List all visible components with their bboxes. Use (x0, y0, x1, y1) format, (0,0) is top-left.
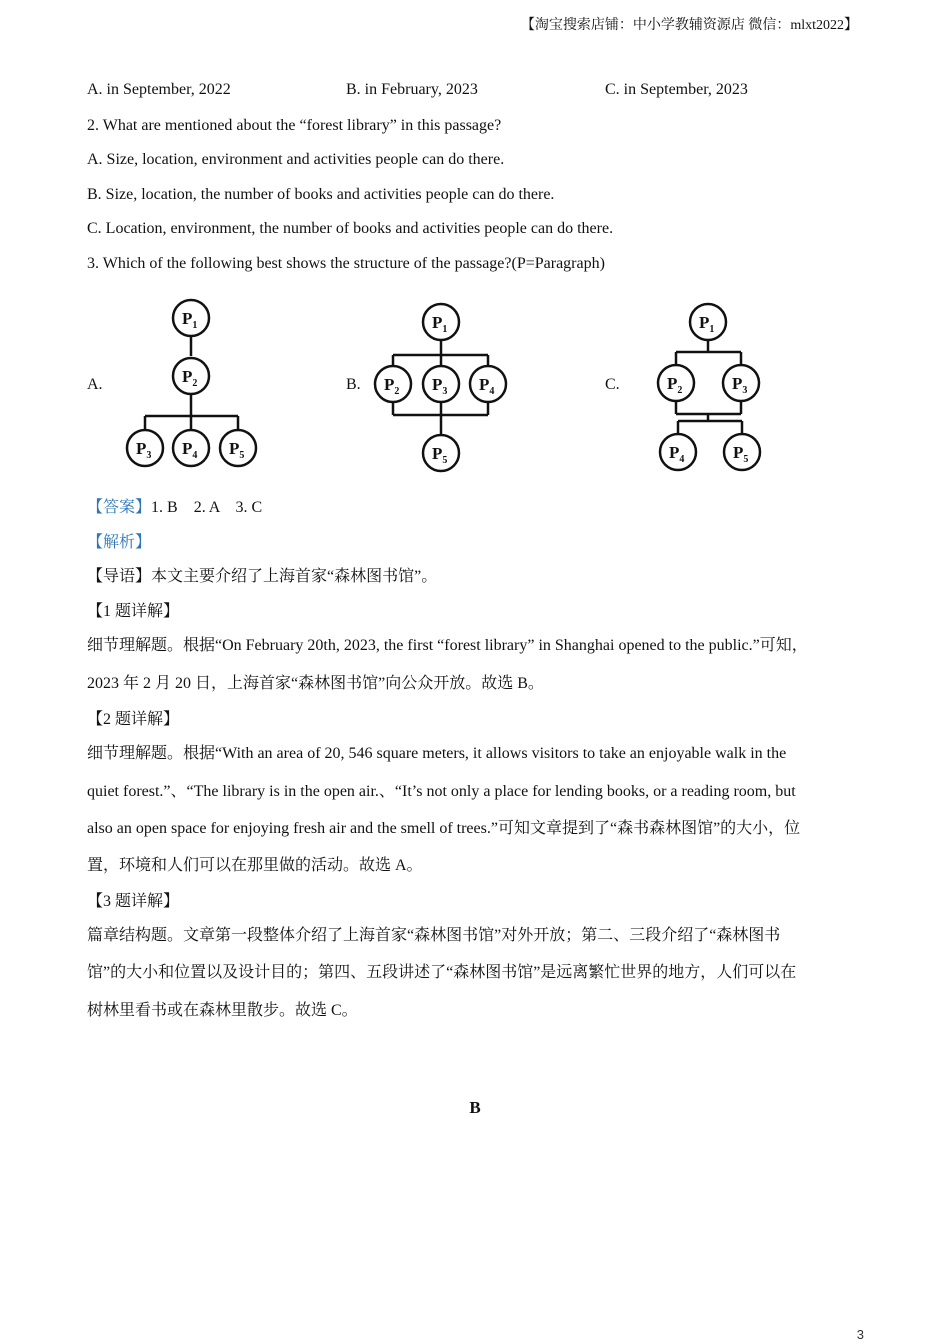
q2-detail-line-4: 置，环境和人们可以在那里做的活动。故选 A。 (87, 857, 423, 874)
q1-option-a: A. in September, 2022 (87, 81, 231, 98)
q2-detail-line-3: also an open space for enjoying fresh air and the smell of trees.”可知文章提到了“森书森林图馆”的大小，位 (87, 820, 801, 837)
diagram-b (368, 300, 518, 480)
q3-question: 3. Which of the following best shows the structure of the passage?(P=Paragraph) (87, 255, 605, 272)
q3-detail-line-1: 篇章结构题。文章第一段整体介绍了上海首家“森林图书馆”对外开放；第二、三段介绍了“森林图书 (87, 927, 781, 944)
svg-text:P2: $P_2$ (384, 375, 400, 397)
diagram-a (120, 296, 270, 476)
svg-text:P1: $P_1$ (699, 313, 715, 335)
q2-detail-line-1: 细节理解题。根据“With an area of 20, 546 square meters, it allows visitors to take an enjoyable walk in the (87, 745, 787, 762)
q1-detail-title: 【1 题详解】 (87, 603, 180, 620)
answer-line (87, 498, 262, 518)
answer-tag: 【答案】 (87, 499, 152, 516)
page-number: 3 (856, 1327, 864, 1342)
analysis-intro: 【导语】本文主要介绍了上海首家“森林图书馆”。 (87, 568, 438, 585)
q2-question: 2. What are mentioned about the “forest library” in this passage? (87, 117, 502, 134)
q3-detail-line-2: 馆”的大小和位置以及设计目的；第四、五段讲述了“森林图书馆”是远离繁忙世界的地方，人们可以在 (87, 964, 797, 981)
section-title: B (469, 1098, 481, 1117)
svg-text:P2: $P_2$ (667, 374, 683, 396)
q2-detail-line-2: quiet forest.”、“The library is in the open air.、“It’s not only a place for lending books, or a reading room, but (87, 783, 796, 800)
diagram-b-label: B. (346, 376, 361, 393)
q2-option-c: C. Location, environment, the number of books and activities people can do there. (87, 220, 614, 237)
diagram-c-label: C. (605, 376, 620, 393)
q1-option-c: C. in September, 2023 (605, 81, 748, 98)
q2-option-b: B. Size, location, the number of books and activities people can do there. (87, 186, 555, 203)
q3-detail-line-3: 树林里看书或在森林里散步。故选 C。 (87, 1002, 358, 1019)
q2-option-a: A. Size, location, environment and activities people can do there. (87, 151, 505, 168)
header-watermark: 【淘宝搜索店铺：中小学教辅资源店 微信：mlxt2022】 (520, 18, 858, 33)
q1-detail-line-1: 细节理解题。根据“On February 20th, 2023, the first “forest library” in Shanghai opened to the public.”可知， (87, 637, 808, 654)
answer-text: 1. B 2. A 3. C (151, 499, 263, 516)
svg-text:P5: $P_5$ (432, 444, 448, 466)
svg-text:P1: $P_1$ (432, 313, 448, 335)
svg-text:P3: $P_3$ (732, 374, 748, 396)
analysis-tag: 【解析】 (87, 534, 152, 551)
svg-text:P1: $P_1$ (182, 309, 198, 331)
svg-text:P4: $P_4$ (479, 375, 495, 397)
q1-option-b: B. in February, 2023 (346, 81, 478, 98)
svg-text:P2: $P_2$ (182, 367, 198, 389)
q2-detail-title: 【2 题详解】 (87, 711, 180, 728)
diagram-a-label: A. (87, 376, 103, 393)
svg-text:P5: $P_5$ (229, 439, 245, 461)
svg-text:P3: $P_3$ (136, 439, 152, 461)
q3-detail-title: 【3 题详解】 (87, 893, 180, 910)
q1-detail-line-2: 2023 年 2 月 20 日，上海首家“森林图书馆”向公众开放。故选 B。 (87, 675, 544, 692)
svg-text:P5: $P_5$ (733, 443, 749, 465)
diagram-c (650, 300, 780, 480)
svg-text:P4: $P_4$ (669, 443, 685, 465)
svg-text:P3: $P_3$ (432, 375, 448, 397)
svg-text:P4: $P_4$ (182, 439, 198, 461)
